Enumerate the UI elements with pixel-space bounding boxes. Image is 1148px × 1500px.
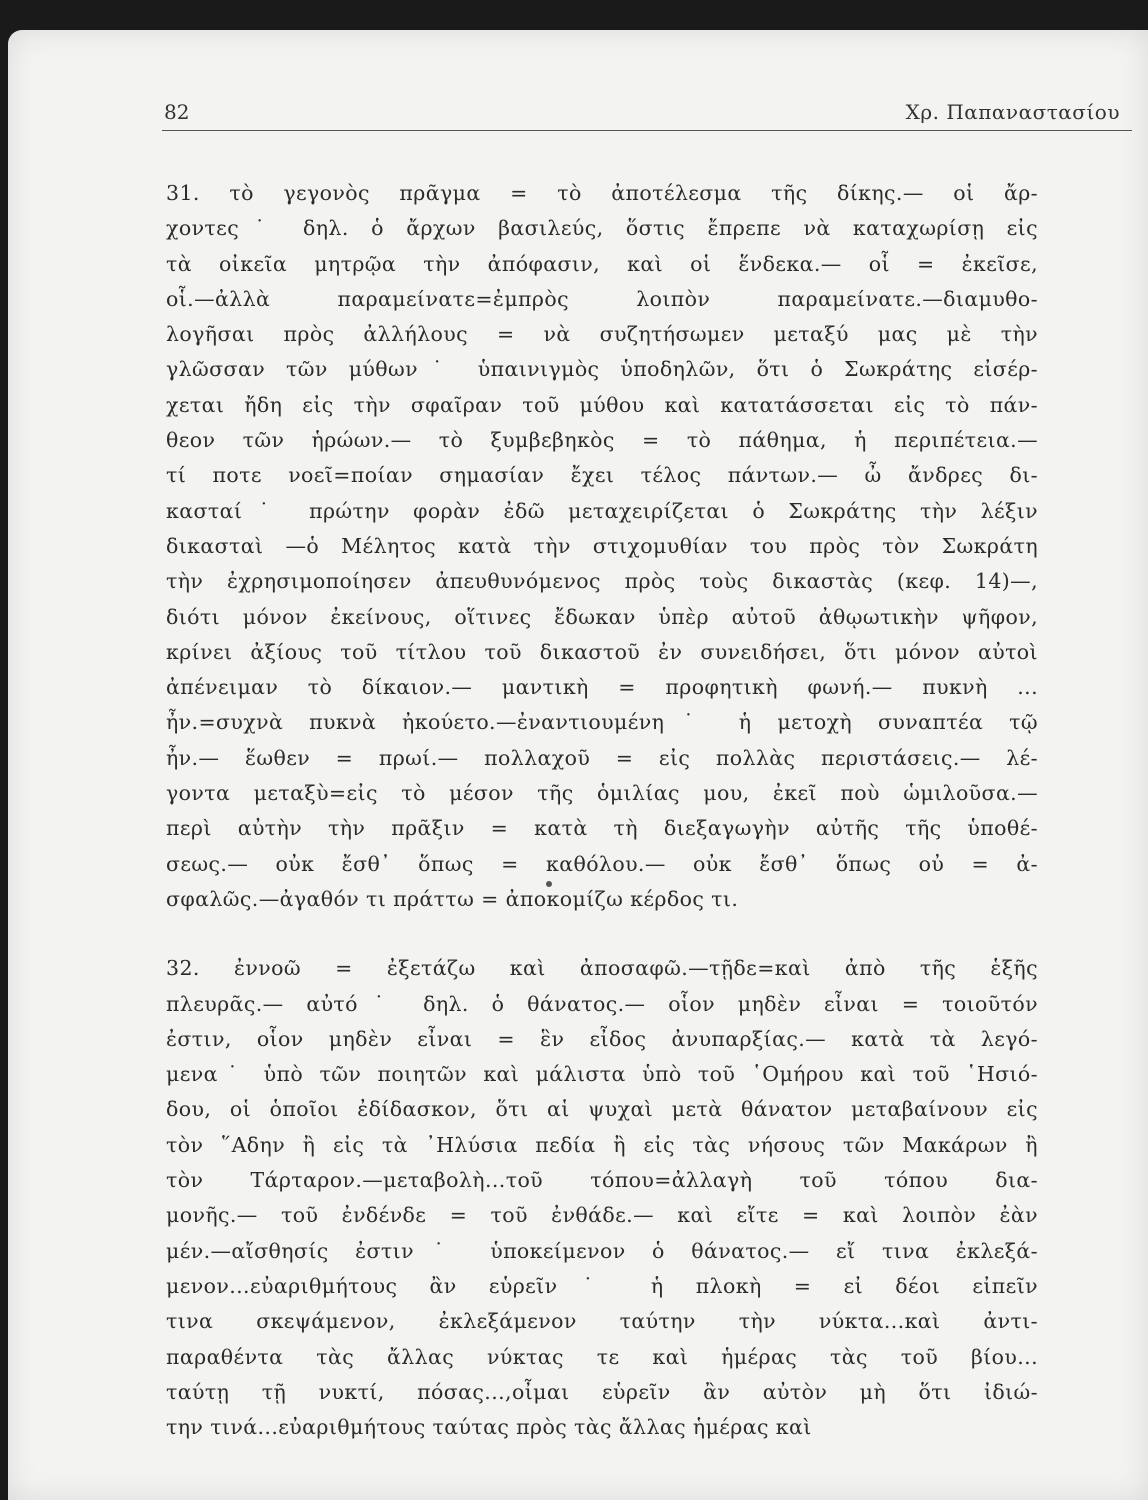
text-line: ταύτῃ τῇ νυκτί, πόσας...,οἶμαι εὑρεῖν ἂν αὐτὸν μὴ ὅτι ἰδιώ- <box>166 1379 1038 1404</box>
text-line: τί ποτε νοεῖ=ποίαν σημασίαν ἔχει τέλος πάντων.— ὦ ἄνδρες δι- <box>166 463 1038 488</box>
text-line: λογῆσαι πρὸς ἀλλήλους = νὰ συζητήσωμεν μεταξύ μας μὲ τὴν <box>166 322 1038 347</box>
text-line: περὶ αὐτὴν τὴν πρᾶξιν = κατὰ τὴ διεξαγωγὴν αὐτῆς τῆς ὑποθέ- <box>166 816 1038 841</box>
text-line: την τινά...εὐαριθμήτους ταύτας πρὸς τὰς ἄλλας ἡμέρας καὶ <box>166 1415 812 1440</box>
text-line: γοντα μεταξὺ=εἰς τὸ μέσον τῆς ὁμιλίας μου, ἐκεῖ ποὺ ὡμιλοῦσα.— <box>166 781 1038 806</box>
text-line: χοντες˙ δηλ. ὁ ἄρχων βασιλεύς, ὅστις ἔπρεπε νὰ καταχωρίσῃ εἰς <box>166 216 1038 241</box>
text-line: 32. ἐννοῶ = ἐξετάζω καὶ ἀποσαφῶ.—τῇδε=καὶ ἀπὸ τῆς ἑξῆς <box>166 956 1038 981</box>
text-line: σεως.— οὐκ ἔσθ᾽ ὅπως = καθόλου.— οὐκ ἔσθ᾽ ὅπως οὐ = ἀ- <box>166 851 1038 876</box>
page-number: 82 <box>164 100 190 124</box>
paragraph-32 <box>166 951 1038 1445</box>
body-text <box>166 176 1038 1445</box>
running-head: Χρ. Παπαναστασίου <box>905 100 1120 124</box>
text-line: μέν.—αἴσθησίς ἐστιν˙ ὑποκείμενον ὁ θάνατος.— εἴ τινα ἐκλεξά- <box>166 1238 1038 1263</box>
text-line: τινα σκεψάμενον, ἐκλεξάμενον ταύτην τὴν νύκτα...καὶ ἀντι- <box>166 1309 1038 1334</box>
text-line: ἐστιν, οἷον μηδὲν εἶναι = ἓν εἶδος ἀνυπαρξίας.— κατὰ τὰ λεγό- <box>166 1026 1038 1051</box>
text-line: τὸν Τάρταρον.—μεταβολὴ...τοῦ τόπου=ἀλλαγὴ τοῦ τόπου δια- <box>166 1168 1038 1193</box>
text-line: χεται ἤδη εἰς τὴν σφαῖραν τοῦ μύθου καὶ κατατάσσεται εἰς τὸ πάν- <box>166 392 1038 417</box>
paragraph-31 <box>166 176 1038 917</box>
paragraph-gap <box>166 917 1038 951</box>
text-line: 31. τὸ γεγονὸς πρᾶγμα = τὸ ἀποτέλεσμα τῆς δίκης.— οἱ ἄρ- <box>166 181 1038 205</box>
text-line: δου, οἱ ὁποῖοι ἐδίδασκον, ὅτι αἱ ψυχαὶ μετὰ θάνατον μεταβαίνουν εἰς <box>166 1097 1038 1122</box>
text-line: οἷ.—ἀλλὰ παραμείνατε=ἐμπρὸς λοιπὸν παραμείνατε.—διαμυθο- <box>166 286 1038 311</box>
text-line: δικασταὶ —ὁ Μέλητος κατὰ τὴν στιχομυθίαν του πρὸς τὸν Σωκράτη <box>166 533 1038 558</box>
text-line: διότι μόνον ἐκείνους, οἵτινες ἔδωκαν ὑπὲρ αὐτοῦ ἀθῳωτικὴν ψῆφον, <box>166 604 1038 629</box>
text-line: θεον τῶν ἡρώων.— τὸ ξυμβεβηκὸς = τὸ πάθημα, ἡ περιπέτεια.— <box>166 428 1038 453</box>
text-line: κρίνει ἀξίους τοῦ τίτλου τοῦ δικαστοῦ ἐν συνειδήσει, ὅτι μόνον αὐτοὶ <box>166 639 1038 664</box>
page-header <box>162 94 1132 131</box>
text-line: γλῶσσαν τῶν μύθων˙ ὑπαινιγμὸς ὑποδηλῶν, ὅτι ὁ Σωκράτης εἰσέρ- <box>166 357 1038 382</box>
text-line: μενον...εὐαριθμήτους ἂν εὑρεῖν˙ ἡ πλοκὴ = εἰ δέοι εἰπεῖν <box>166 1273 1038 1298</box>
text-line: μονῆς.— τοῦ ἐνδένδε = τοῦ ἐνθάδε.— καὶ εἴτε = καὶ λοιπὸν ἐὰν <box>166 1203 1038 1228</box>
text-line: ἦν.— ἕωθεν = πρωί.— πολλαχοῦ = εἰς πολλὰς περιστάσεις.— λέ- <box>166 745 1038 770</box>
text-line: πλευρᾶς.— αὐτό˙ δηλ. ὁ θάνατος.— οἷον μηδὲν εἶναι = τοιοῦτόν <box>166 991 1038 1016</box>
text-line: τὸν ῞Αδην ἢ εἰς τὰ ᾿Ηλύσια πεδία ἢ εἰς τὰς νήσους τῶν Μακάρων ἢ <box>166 1132 1038 1157</box>
text-line: σφαλῶς.—ἀγαθόν τι πράττω = ἀποκομίζω κέρδος τι. <box>166 886 739 911</box>
text-line: κασταί˙ πρώτην φορὰν ἐδῶ μεταχειρίζεται ὁ Σωκράτης τὴν λέξιν <box>166 498 1038 523</box>
section-dot <box>546 881 552 887</box>
text-line: τὴν ἐχρησιμοποίησεν ἀπευθυνόμενος πρὸς τοὺς δικαστὰς (κεφ. 14)—, <box>166 569 1038 594</box>
text-line: ἀπένειμαν τὸ δίκαιον.— μαντικὴ = προφητικὴ φωνή.— πυκνὴ ... <box>166 675 1038 700</box>
text-line: παραθέντα τὰς ἄλλας νύκτας τε καὶ ἡμέρας τὰς τοῦ βίου... <box>166 1344 1038 1369</box>
text-line: τὰ οἰκεῖα μητρῷα τὴν ἀπόφασιν, καὶ οἱ ἕνδεκα.— οἷ = ἐκεῖσε, <box>166 251 1038 276</box>
text-line: μενα˙ ὑπὸ τῶν ποιητῶν καὶ μάλιστα ὑπὸ τοῦ ῾Ομήρου καὶ τοῦ ῾Ησιό- <box>166 1062 1038 1087</box>
text-line: ἦν.=συχνὰ πυκνὰ ἠκούετο.—ἐναντιουμένη˙ ἡ μετοχὴ συναπτέα τῷ <box>166 710 1038 735</box>
